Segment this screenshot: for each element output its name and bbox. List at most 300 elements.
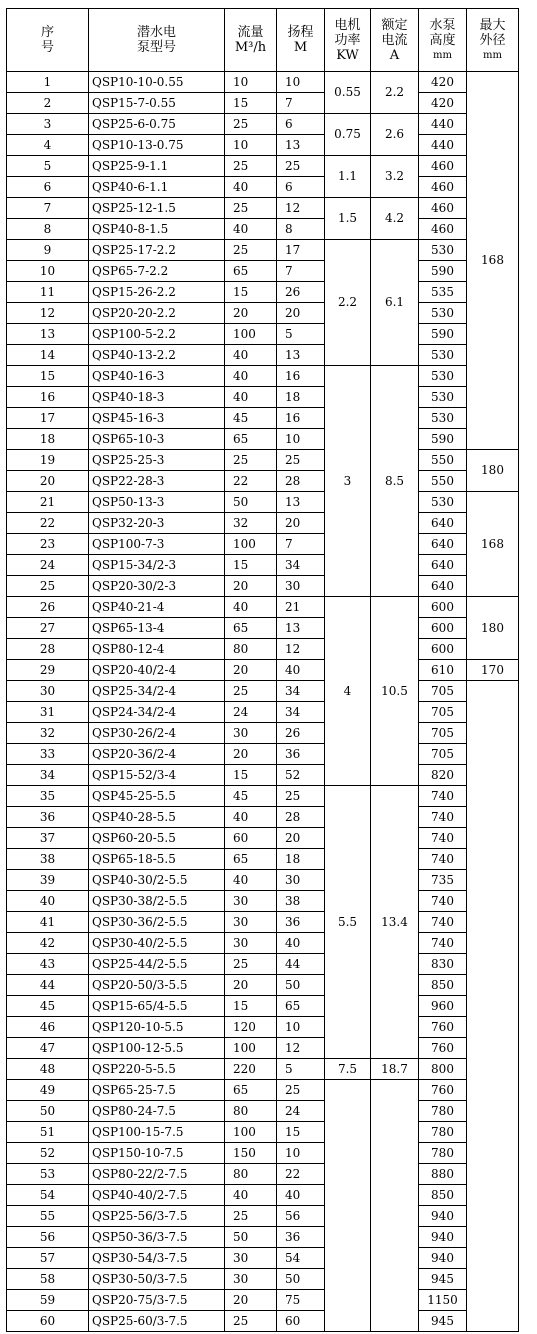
pump-model: QSP220-5-5.5 bbox=[89, 1059, 225, 1080]
table-row bbox=[7, 765, 519, 786]
table-row bbox=[7, 1311, 519, 1332]
pump-model: QSP80-24-7.5 bbox=[89, 1101, 225, 1122]
table-row bbox=[7, 198, 519, 219]
table-row bbox=[7, 471, 519, 492]
table-row bbox=[7, 555, 519, 576]
pump-head: 8 bbox=[277, 219, 325, 240]
header-index-line: 号 bbox=[40, 40, 54, 55]
flow-rate: 20 bbox=[225, 975, 277, 996]
table-row bbox=[7, 870, 519, 891]
row-index: 35 bbox=[7, 786, 89, 807]
flow-rate: 25 bbox=[225, 240, 277, 261]
pump-model: QSP65-25-7.5 bbox=[89, 1080, 225, 1101]
header-flow bbox=[225, 9, 277, 72]
flow-rate: 150 bbox=[225, 1143, 277, 1164]
pump-model: QSP30-54/3-7.5 bbox=[89, 1248, 225, 1269]
pump-model: QSP25-6-0.75 bbox=[89, 114, 225, 135]
row-index: 27 bbox=[7, 618, 89, 639]
pump-model: QSP40-13-2.2 bbox=[89, 345, 225, 366]
rated-current: 10.5 bbox=[371, 597, 419, 786]
table-row bbox=[7, 933, 519, 954]
pump-height: 440 bbox=[419, 114, 467, 135]
table-row bbox=[7, 1059, 519, 1080]
pump-head: 7 bbox=[277, 261, 325, 282]
pump-height: 420 bbox=[419, 72, 467, 93]
flow-rate: 25 bbox=[225, 681, 277, 702]
row-index: 36 bbox=[7, 807, 89, 828]
pump-height: 530 bbox=[419, 240, 467, 261]
pump-height: 735 bbox=[419, 870, 467, 891]
flow-rate: 80 bbox=[225, 639, 277, 660]
flow-rate: 220 bbox=[225, 1059, 277, 1080]
pump-model: QSP15-34/2-3 bbox=[89, 555, 225, 576]
pump-model: QSP40-28-5.5 bbox=[89, 807, 225, 828]
flow-rate: 120 bbox=[225, 1017, 277, 1038]
flow-rate: 40 bbox=[225, 870, 277, 891]
pump-head: 6 bbox=[277, 114, 325, 135]
pump-head: 5 bbox=[277, 1059, 325, 1080]
row-index: 28 bbox=[7, 639, 89, 660]
pump-head: 10 bbox=[277, 72, 325, 93]
motor-power: 7.5 bbox=[325, 1059, 371, 1080]
pump-height: 740 bbox=[419, 807, 467, 828]
pump-head: 50 bbox=[277, 1269, 325, 1290]
pump-height: 945 bbox=[419, 1269, 467, 1290]
pump-head: 13 bbox=[277, 345, 325, 366]
row-index: 33 bbox=[7, 744, 89, 765]
pump-height: 705 bbox=[419, 744, 467, 765]
pump-model: QSP22-28-3 bbox=[89, 471, 225, 492]
header-model-line: 潜水电 bbox=[136, 25, 176, 40]
pump-head: 40 bbox=[277, 660, 325, 681]
pump-height: 760 bbox=[419, 1038, 467, 1059]
row-index: 40 bbox=[7, 891, 89, 912]
row-index: 46 bbox=[7, 1017, 89, 1038]
pump-model: QSP25-17-2.2 bbox=[89, 240, 225, 261]
row-index: 32 bbox=[7, 723, 89, 744]
pump-head: 10 bbox=[277, 1143, 325, 1164]
pump-model: QSP20-40/2-4 bbox=[89, 660, 225, 681]
row-index: 58 bbox=[7, 1269, 89, 1290]
row-index: 34 bbox=[7, 765, 89, 786]
pump-head: 28 bbox=[277, 471, 325, 492]
pump-height: 600 bbox=[419, 639, 467, 660]
row-index: 7 bbox=[7, 198, 89, 219]
table-row bbox=[7, 1080, 519, 1101]
table-row bbox=[7, 681, 519, 702]
row-index: 29 bbox=[7, 660, 89, 681]
table-row bbox=[7, 660, 519, 681]
motor-power: 1.1 bbox=[325, 156, 371, 198]
table-row bbox=[7, 1122, 519, 1143]
flow-rate: 100 bbox=[225, 324, 277, 345]
table-row bbox=[7, 744, 519, 765]
table-row bbox=[7, 156, 519, 177]
table-row bbox=[7, 114, 519, 135]
table-row bbox=[7, 975, 519, 996]
pump-height: 590 bbox=[419, 261, 467, 282]
header-model bbox=[89, 9, 225, 72]
pump-head: 13 bbox=[277, 492, 325, 513]
row-index: 52 bbox=[7, 1143, 89, 1164]
table-row bbox=[7, 534, 519, 555]
pump-head: 26 bbox=[277, 282, 325, 303]
pump-head: 13 bbox=[277, 135, 325, 156]
pump-head: 26 bbox=[277, 723, 325, 744]
pump-model: QSP15-7-0.55 bbox=[89, 93, 225, 114]
pump-head: 16 bbox=[277, 408, 325, 429]
pump-model: QSP100-12-5.5 bbox=[89, 1038, 225, 1059]
table-row bbox=[7, 135, 519, 156]
rated-current: 2.6 bbox=[371, 114, 419, 156]
pump-model: QSP120-10-5.5 bbox=[89, 1017, 225, 1038]
table-row bbox=[7, 387, 519, 408]
rated-current: 13.4 bbox=[371, 786, 419, 1059]
row-index: 2 bbox=[7, 93, 89, 114]
pump-height: 610 bbox=[419, 660, 467, 681]
pump-height: 740 bbox=[419, 849, 467, 870]
flow-rate: 25 bbox=[225, 114, 277, 135]
pump-head: 34 bbox=[277, 555, 325, 576]
pump-head: 12 bbox=[277, 1038, 325, 1059]
header-row bbox=[7, 9, 519, 72]
table-row bbox=[7, 849, 519, 870]
row-index: 8 bbox=[7, 219, 89, 240]
flow-rate: 10 bbox=[225, 72, 277, 93]
pump-head: 10 bbox=[277, 429, 325, 450]
pump-height: 740 bbox=[419, 933, 467, 954]
pump-model: QSP25-9-1.1 bbox=[89, 156, 225, 177]
pump-model: QSP50-36/3-7.5 bbox=[89, 1227, 225, 1248]
row-index: 15 bbox=[7, 366, 89, 387]
flow-rate: 45 bbox=[225, 408, 277, 429]
table-row bbox=[7, 723, 519, 744]
row-index: 21 bbox=[7, 492, 89, 513]
flow-rate: 15 bbox=[225, 996, 277, 1017]
pump-height: 535 bbox=[419, 282, 467, 303]
table-row bbox=[7, 639, 519, 660]
pump-model: QSP25-12-1.5 bbox=[89, 198, 225, 219]
row-index: 44 bbox=[7, 975, 89, 996]
pump-height: 850 bbox=[419, 975, 467, 996]
row-index: 22 bbox=[7, 513, 89, 534]
flow-rate: 40 bbox=[225, 366, 277, 387]
pump-head: 50 bbox=[277, 975, 325, 996]
row-index: 13 bbox=[7, 324, 89, 345]
flow-rate: 30 bbox=[225, 723, 277, 744]
row-index: 31 bbox=[7, 702, 89, 723]
pump-height: 460 bbox=[419, 177, 467, 198]
row-index: 57 bbox=[7, 1248, 89, 1269]
row-index: 37 bbox=[7, 828, 89, 849]
pump-model: QSP100-15-7.5 bbox=[89, 1122, 225, 1143]
pump-height: 850 bbox=[419, 1185, 467, 1206]
table-row bbox=[7, 1143, 519, 1164]
pump-height: 460 bbox=[419, 219, 467, 240]
pump-height: 945 bbox=[419, 1311, 467, 1332]
pump-model: QSP10-10-0.55 bbox=[89, 72, 225, 93]
flow-rate: 20 bbox=[225, 744, 277, 765]
pump-model: QSP20-20-2.2 bbox=[89, 303, 225, 324]
pump-head: 30 bbox=[277, 870, 325, 891]
pump-model: QSP65-10-3 bbox=[89, 429, 225, 450]
row-index: 59 bbox=[7, 1290, 89, 1311]
pump-head: 54 bbox=[277, 1248, 325, 1269]
pump-model: QSP40-21-4 bbox=[89, 597, 225, 618]
pump-head: 36 bbox=[277, 1227, 325, 1248]
rated-current: 8.5 bbox=[371, 366, 419, 597]
rated-current: 18.7 bbox=[371, 1059, 419, 1080]
header-current bbox=[371, 9, 419, 72]
rated-current: 2.2 bbox=[371, 72, 419, 114]
header-power-line: 功率 bbox=[334, 32, 361, 48]
pump-model: QSP80-22/2-7.5 bbox=[89, 1164, 225, 1185]
pump-model: QSP80-12-4 bbox=[89, 639, 225, 660]
flow-rate: 65 bbox=[225, 429, 277, 450]
row-index: 30 bbox=[7, 681, 89, 702]
table-row bbox=[7, 786, 519, 807]
pump-height: 880 bbox=[419, 1164, 467, 1185]
pump-height: 705 bbox=[419, 681, 467, 702]
table-row bbox=[7, 429, 519, 450]
row-index: 26 bbox=[7, 597, 89, 618]
pump-head: 34 bbox=[277, 681, 325, 702]
table-row bbox=[7, 807, 519, 828]
flow-rate: 20 bbox=[225, 1290, 277, 1311]
pump-head: 25 bbox=[277, 1080, 325, 1101]
pump-head: 13 bbox=[277, 618, 325, 639]
table-row bbox=[7, 1269, 519, 1290]
pump-head: 36 bbox=[277, 912, 325, 933]
header-height-line: 水泵 bbox=[429, 17, 456, 33]
row-index: 10 bbox=[7, 261, 89, 282]
flow-rate: 40 bbox=[225, 1185, 277, 1206]
rated-current: 6.1 bbox=[371, 240, 419, 366]
max-outer-diameter: 168 bbox=[467, 492, 519, 597]
flow-rate: 100 bbox=[225, 1122, 277, 1143]
pump-head: 22 bbox=[277, 1164, 325, 1185]
pump-head: 16 bbox=[277, 366, 325, 387]
pump-head: 25 bbox=[277, 786, 325, 807]
pump-height: 590 bbox=[419, 324, 467, 345]
motor-power: 3 bbox=[325, 366, 371, 597]
pump-head: 38 bbox=[277, 891, 325, 912]
flow-rate: 80 bbox=[225, 1101, 277, 1122]
header-diameter-line: 最大 bbox=[479, 17, 506, 33]
pump-model: QSP100-5-2.2 bbox=[89, 324, 225, 345]
flow-rate: 10 bbox=[225, 135, 277, 156]
table-row bbox=[7, 345, 519, 366]
flow-rate: 40 bbox=[225, 387, 277, 408]
pump-model: QSP40-30/2-5.5 bbox=[89, 870, 225, 891]
table-row bbox=[7, 303, 519, 324]
row-index: 18 bbox=[7, 429, 89, 450]
rated-current: 3.2 bbox=[371, 156, 419, 198]
row-index: 25 bbox=[7, 576, 89, 597]
table-row bbox=[7, 618, 519, 639]
pump-model: QSP25-34/2-4 bbox=[89, 681, 225, 702]
pump-model: QSP60-20-5.5 bbox=[89, 828, 225, 849]
row-index: 53 bbox=[7, 1164, 89, 1185]
pump-head: 15 bbox=[277, 1122, 325, 1143]
pump-model: QSP10-13-0.75 bbox=[89, 135, 225, 156]
pump-model: QSP20-30/2-3 bbox=[89, 576, 225, 597]
table-row bbox=[7, 1206, 519, 1227]
flow-rate: 65 bbox=[225, 261, 277, 282]
pump-head: 7 bbox=[277, 534, 325, 555]
pump-height: 760 bbox=[419, 1080, 467, 1101]
row-index: 47 bbox=[7, 1038, 89, 1059]
pump-model: QSP25-60/3-7.5 bbox=[89, 1311, 225, 1332]
pump-head: 30 bbox=[277, 576, 325, 597]
table-row bbox=[7, 954, 519, 975]
pump-height: 420 bbox=[419, 93, 467, 114]
table-row bbox=[7, 1038, 519, 1059]
row-index: 9 bbox=[7, 240, 89, 261]
pump-height: 800 bbox=[419, 1059, 467, 1080]
pump-height: 460 bbox=[419, 156, 467, 177]
table-row bbox=[7, 177, 519, 198]
pump-head: 60 bbox=[277, 1311, 325, 1332]
flow-rate: 80 bbox=[225, 1164, 277, 1185]
row-index: 56 bbox=[7, 1227, 89, 1248]
header-current-line: 电流 bbox=[381, 32, 408, 48]
pump-model: QSP65-7-2.2 bbox=[89, 261, 225, 282]
row-index: 4 bbox=[7, 135, 89, 156]
table-row bbox=[7, 1017, 519, 1038]
pump-height: 760 bbox=[419, 1017, 467, 1038]
flow-rate: 24 bbox=[225, 702, 277, 723]
header-head bbox=[277, 9, 325, 72]
row-index: 17 bbox=[7, 408, 89, 429]
row-index: 51 bbox=[7, 1122, 89, 1143]
pump-height: 460 bbox=[419, 198, 467, 219]
row-index: 48 bbox=[7, 1059, 89, 1080]
pump-head: 12 bbox=[277, 198, 325, 219]
table-row bbox=[7, 408, 519, 429]
pump-model: QSP30-50/3-7.5 bbox=[89, 1269, 225, 1290]
flow-rate: 30 bbox=[225, 891, 277, 912]
pump-head: 75 bbox=[277, 1290, 325, 1311]
flow-rate: 100 bbox=[225, 534, 277, 555]
pump-height: 740 bbox=[419, 891, 467, 912]
table-row bbox=[7, 1248, 519, 1269]
table-row bbox=[7, 996, 519, 1017]
flow-rate: 30 bbox=[225, 1248, 277, 1269]
table-row bbox=[7, 576, 519, 597]
pump-height: 530 bbox=[419, 492, 467, 513]
row-index: 16 bbox=[7, 387, 89, 408]
header-model-line: 泵型号 bbox=[136, 40, 176, 55]
pump-model: QSP40-8-1.5 bbox=[89, 219, 225, 240]
pump-model: QSP45-25-5.5 bbox=[89, 786, 225, 807]
table-row bbox=[7, 240, 519, 261]
row-index: 6 bbox=[7, 177, 89, 198]
table-row bbox=[7, 1164, 519, 1185]
motor-power: 0.75 bbox=[325, 114, 371, 156]
flow-rate: 25 bbox=[225, 954, 277, 975]
row-index: 11 bbox=[7, 282, 89, 303]
motor-power: 5.5 bbox=[325, 786, 371, 1059]
flow-rate: 25 bbox=[225, 156, 277, 177]
flow-rate: 30 bbox=[225, 933, 277, 954]
pump-model: QSP40-18-3 bbox=[89, 387, 225, 408]
pump-model: QSP100-7-3 bbox=[89, 534, 225, 555]
pump-model: QSP30-38/2-5.5 bbox=[89, 891, 225, 912]
rated-current: 4.2 bbox=[371, 198, 419, 240]
pump-head: 25 bbox=[277, 450, 325, 471]
pump-height: 640 bbox=[419, 555, 467, 576]
pump-model: QSP30-40/2-5.5 bbox=[89, 933, 225, 954]
table-row bbox=[7, 72, 519, 93]
header-height bbox=[419, 9, 467, 72]
pump-model: QSP20-50/3-5.5 bbox=[89, 975, 225, 996]
flow-rate: 65 bbox=[225, 1080, 277, 1101]
pump-height: 740 bbox=[419, 828, 467, 849]
pump-head: 10 bbox=[277, 1017, 325, 1038]
table-row bbox=[7, 1290, 519, 1311]
pump-height: 640 bbox=[419, 513, 467, 534]
row-index: 60 bbox=[7, 1311, 89, 1332]
header-index bbox=[7, 9, 89, 72]
row-index: 3 bbox=[7, 114, 89, 135]
table-row bbox=[7, 324, 519, 345]
pump-height: 530 bbox=[419, 366, 467, 387]
table-row bbox=[7, 513, 519, 534]
pump-model: QSP15-65/4-5.5 bbox=[89, 996, 225, 1017]
row-index: 38 bbox=[7, 849, 89, 870]
flow-rate: 15 bbox=[225, 555, 277, 576]
pump-model: QSP20-36/2-4 bbox=[89, 744, 225, 765]
flow-rate: 15 bbox=[225, 765, 277, 786]
table-row bbox=[7, 450, 519, 471]
flow-rate: 40 bbox=[225, 807, 277, 828]
header-current-line: A bbox=[389, 47, 400, 63]
table-row bbox=[7, 93, 519, 114]
pump-height: 550 bbox=[419, 450, 467, 471]
pump-model: QSP30-26/2-4 bbox=[89, 723, 225, 744]
pump-height: 600 bbox=[419, 597, 467, 618]
pump-head: 20 bbox=[277, 513, 325, 534]
pump-model: QSP15-26-2.2 bbox=[89, 282, 225, 303]
header-diameter-line: mm bbox=[483, 49, 502, 61]
header-index-line: 序 bbox=[40, 25, 54, 40]
flow-rate: 50 bbox=[225, 1227, 277, 1248]
flow-rate: 40 bbox=[225, 177, 277, 198]
pump-height: 705 bbox=[419, 702, 467, 723]
flow-rate: 25 bbox=[225, 1311, 277, 1332]
table-row bbox=[7, 1185, 519, 1206]
row-index: 42 bbox=[7, 933, 89, 954]
pump-head: 12 bbox=[277, 639, 325, 660]
pump-height: 1150 bbox=[419, 1290, 467, 1311]
flow-rate: 30 bbox=[225, 912, 277, 933]
pump-model: QSP25-44/2-5.5 bbox=[89, 954, 225, 975]
flow-rate: 32 bbox=[225, 513, 277, 534]
table-row bbox=[7, 702, 519, 723]
row-index: 23 bbox=[7, 534, 89, 555]
motor-power: 2.2 bbox=[325, 240, 371, 366]
row-index: 54 bbox=[7, 1185, 89, 1206]
row-index: 49 bbox=[7, 1080, 89, 1101]
pump-head: 7 bbox=[277, 93, 325, 114]
header-power bbox=[325, 9, 371, 72]
max-outer-diameter: 180 bbox=[467, 597, 519, 660]
pump-head: 65 bbox=[277, 996, 325, 1017]
pump-height: 530 bbox=[419, 387, 467, 408]
flow-rate: 45 bbox=[225, 786, 277, 807]
pump-height: 830 bbox=[419, 954, 467, 975]
